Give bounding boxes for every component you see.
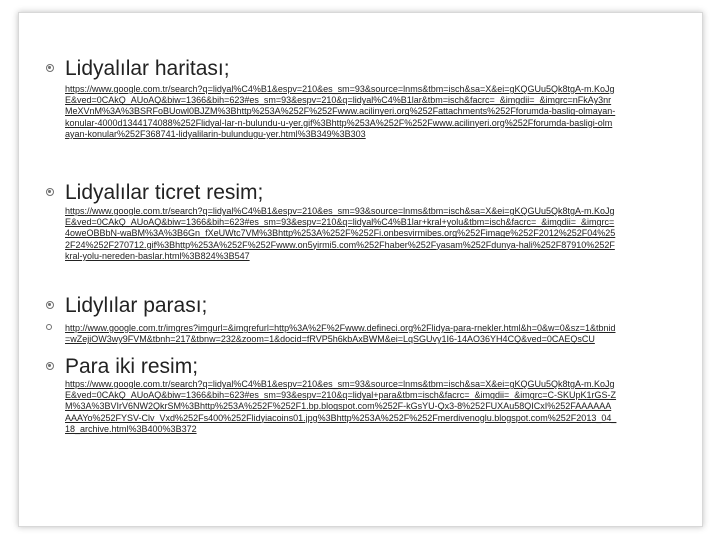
section-heading: Lidylılar parası; <box>65 294 208 317</box>
section-lidyalilar-ticret-resim <box>19 179 702 207</box>
bullet-row <box>19 179 702 207</box>
sub-bullet-icon <box>46 324 52 330</box>
section-heading: Lidyalılar haritası; <box>65 57 230 80</box>
bullet-icon <box>46 362 54 370</box>
bullet-row <box>19 55 702 83</box>
bullet-icon <box>46 64 54 72</box>
source-link[interactable]: https://www.google.com.tr/search?q=lidyal%C4%B1&espv=210&es_sm=93&source=lnms&tbm=isch&sa=X&ei=gKQGUu5Qk8tgA-m.KoJgE&ved=0CAkQ_AUoAQ&biw=1366&bih=623#es_sm=93&espv=210&q=lidyal%C4%B1lar&tbm=isch&facrc=_&imgdii=_&imgrc=nFkAy3nrMeXVnM%3A%3BSRFoBUowl0BJZM%3Bhttp%253A%252F%252Fwww.acilinyeri.org%252Fattachments%252Fforumda-baslig-olmayan-konular-4000d1344174088%252Flidyal-lar-n-bulundu-u-yer.gif%3Bhttp%253A%252F%252Fwww.acilinyeri.org%252Fforumda-basligi-olmayan-konular%252F368741-lidyalilarin-bulundugu-yer.html%3B349%3B303 <box>65 84 616 139</box>
section-heading: Para iki resim; <box>65 355 199 378</box>
section-lidylilar-parasi <box>19 292 702 320</box>
section-lidyalilar-haritasi <box>19 55 702 83</box>
bullet-icon <box>46 188 54 196</box>
bullet-icon <box>46 301 54 309</box>
bullet-row <box>19 292 702 320</box>
section-para-iki-resim <box>19 353 702 381</box>
source-link[interactable]: https://www.google.com.tr/search?q=lidyal%C4%B1&espv=210&es_sm=93&source=lnms&tbm=isch&sa=X&ei=gKQGUu5Qk8tgA-m.KoJgE&ved=0CAkQ_AUoAQ&biw=1366&bih=623#es_sm=93&espv=210&q=lidyal%C4%B1lar+kral+yolu&tbm=isch&facrc=_&imgdii=_&imgrc=4oweOBBbN-waBM%3A%3B6Gn_fXeUWtc7VM%3Bhttp%253A%252F%252Fi.onbesvirmibes.org%252Fimage%252F2012%252F04%252F24%252F270712.gif%3Bhttp%253A%252F%252Fwww.on5yirmi5.com%252Fhaber%252Fyasam%252Fdunya-hali%252F87910%252Fkral-yolu-nereden-baslar.html%3B824%3B547 <box>65 206 616 261</box>
source-link[interactable]: https://www.google.com.tr/search?q=lidyal%C4%B1&espv=210&es_sm=93&source=lnms&tbm=isch&sa=X&ei=gKQGUu5Qk8tgA-m.KoJgE&ved=0CAkQ_AUoAQ&biw=1366&bih=623#es_sm=93&espv=210&q=lidyal+para&tbm=isch&facrc=_&imgdii=_&imgrc=C-SKUpK1rGS-ZM%3A%3BVIrV6NW2QkrSM%3Bhttp%253A%252F%252F1.bp.blogspot.com%252F-kGsYU-Qx3-8%252FUXAu58QICxI%252FAAAAAAAAAYo%252FYSV-Clv_Vxd%252Fs400%252Flidyiacoins01.jpg%3Bhttp%253A%252F%252Fmerdivenoglu.blogspot.com%252F2013_04_18_archive.html%3B400%3B372 <box>65 379 617 434</box>
section-heading: Lidyalılar ticret resim; <box>65 181 264 204</box>
bullet-row <box>19 353 702 381</box>
slide <box>18 12 703 527</box>
source-link[interactable]: http://www.google.com.tr/imgres?imgurl=&imgrefurl=http%3A%2F%2Fwww.defineci.org%2Flidya-para-rnekler.html&h=0&w=0&sz=1&tbnid=wZejiOW3wy9FVM&tbnh=217&tbnw=232&zoom=1&docid=fRVP5h6kbAxBWM&ei=LqSGUvy1I6-14AO36YH4CQ&ved=0CAEQsCU <box>65 323 616 345</box>
